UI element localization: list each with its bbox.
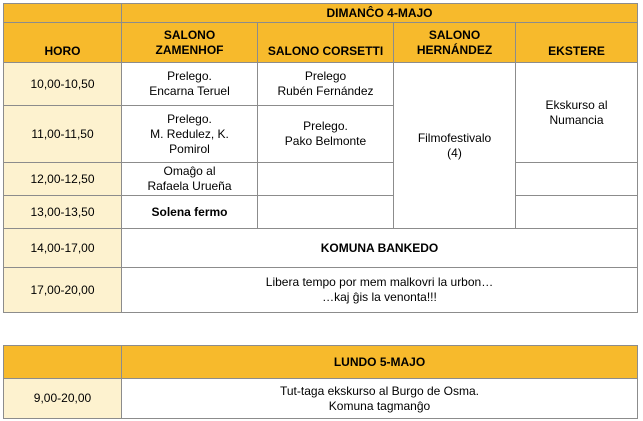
- time-slot-4: 13,00-13,50: [4, 196, 122, 229]
- time-slot-5: 14,00-17,00: [4, 229, 122, 268]
- session-zamenhof-4: Solena fermo: [122, 196, 258, 229]
- schedule-day1-table: [3, 3, 638, 313]
- day2-excursion: Tut-taga ekskurso al Burgo de Osma. Komuna tagmanĝo: [122, 379, 638, 419]
- column-header-zamenhof: SALONO ZAMENHOF: [122, 23, 258, 63]
- shared-banquet: KOMUNA BANKEDO: [122, 229, 638, 268]
- session-corsetti-1: Prelego Rubén Fernández: [258, 63, 394, 106]
- session-corsetti-2: Prelego. Pako Belmonte: [258, 106, 394, 163]
- schedule-day2-table: [3, 345, 638, 419]
- free-time-note: Libera tempo por mem malkovri la urbon… …kaj ĝis la venonta!!!: [122, 268, 638, 313]
- session-hernandez-film: Filmofestivalo (4): [394, 63, 516, 229]
- time-slot-2: 11,00-11,50: [4, 106, 122, 163]
- column-header-time: HORO: [4, 23, 122, 63]
- header-empty-cell: [4, 4, 122, 23]
- column-header-ekstere: EKSTERE: [516, 23, 638, 63]
- session-zamenhof-2: Prelego. M. Redulez, K. Pomirol: [122, 106, 258, 163]
- day2-time-slot: 9,00-20,00: [4, 379, 122, 419]
- time-slot-3: 12,00-12,50: [4, 163, 122, 196]
- column-header-hernandez: SALONO HERNÁNDEZ: [394, 23, 516, 63]
- column-header-corsetti: SALONO CORSETTI: [258, 23, 394, 63]
- time-slot-1: 10,00-10,50: [4, 63, 122, 106]
- day2-title: LUNDO 5-MAJO: [122, 346, 638, 379]
- time-slot-6: 17,00-20,00: [4, 268, 122, 313]
- session-zamenhof-3: Omaĝo al Rafaela Urueña: [122, 163, 258, 196]
- session-ekstere-3-empty: [516, 163, 638, 196]
- session-corsetti-3-empty: [258, 163, 394, 196]
- session-ekstere-excursion: Ekskurso al Numancia: [516, 63, 638, 163]
- day1-title: DIMANĈO 4-MAJO: [122, 4, 638, 23]
- session-corsetti-4-empty: [258, 196, 394, 229]
- day2-header-empty-cell: [4, 346, 122, 379]
- session-ekstere-4-empty: [516, 196, 638, 229]
- session-zamenhof-1: Prelego. Encarna Teruel: [122, 63, 258, 106]
